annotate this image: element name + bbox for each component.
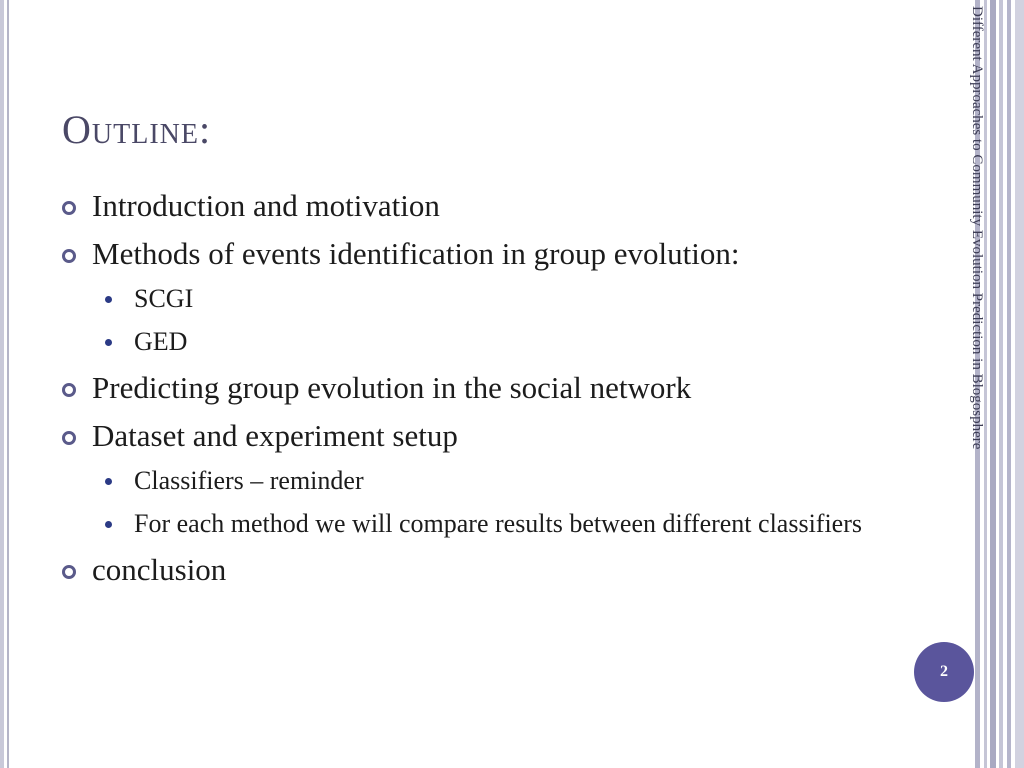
sub-bullet-text: SCGI xyxy=(134,284,194,313)
page-number: 2 xyxy=(940,663,948,680)
right-stripe-5 xyxy=(1007,0,1011,768)
right-stripe-6 xyxy=(1015,0,1024,768)
bullet-item xyxy=(62,368,882,408)
ring-bullet-icon xyxy=(62,201,76,215)
sub-bullet-text: Classifiers – reminder xyxy=(134,466,364,495)
sub-bullet-item xyxy=(62,282,882,316)
sub-bullet-text: For each method we will compare results between different classifiers xyxy=(134,509,862,538)
ring-bullet-icon xyxy=(62,565,76,579)
left-stripe-thin xyxy=(7,0,9,768)
right-stripe-3 xyxy=(990,0,996,768)
presentation-title-vertical: Different Approaches to Community Evolution Prediction in Blogosphere xyxy=(969,6,985,450)
bullet-text: conclusion xyxy=(92,552,227,587)
bullet-text: Introduction and motivation xyxy=(92,188,440,223)
bullet-text: Methods of events identification in group evolution: xyxy=(92,236,740,271)
dot-bullet-icon xyxy=(105,521,112,528)
ring-bullet-icon xyxy=(62,431,76,445)
dot-bullet-icon xyxy=(105,296,112,303)
sub-bullet-item xyxy=(62,464,882,498)
bullet-item xyxy=(62,186,882,226)
slide-title: Outline: xyxy=(62,107,212,152)
bullet-item xyxy=(62,234,882,274)
ring-bullet-icon xyxy=(62,383,76,397)
bullet-text: Predicting group evolution in the social network xyxy=(92,370,692,405)
sub-bullet-item xyxy=(62,325,882,359)
sub-bullet-item xyxy=(62,507,882,541)
left-stripe xyxy=(0,0,4,768)
bullet-item xyxy=(62,416,882,456)
ring-bullet-icon xyxy=(62,249,76,263)
sub-bullet-text: GED xyxy=(134,327,188,356)
dot-bullet-icon xyxy=(105,478,112,485)
bullet-item xyxy=(62,550,882,590)
page-number-badge xyxy=(914,642,974,702)
bullet-list xyxy=(62,186,882,598)
bullet-text: Dataset and experiment setup xyxy=(92,418,458,453)
right-stripe-4 xyxy=(999,0,1003,768)
dot-bullet-icon xyxy=(105,339,112,346)
